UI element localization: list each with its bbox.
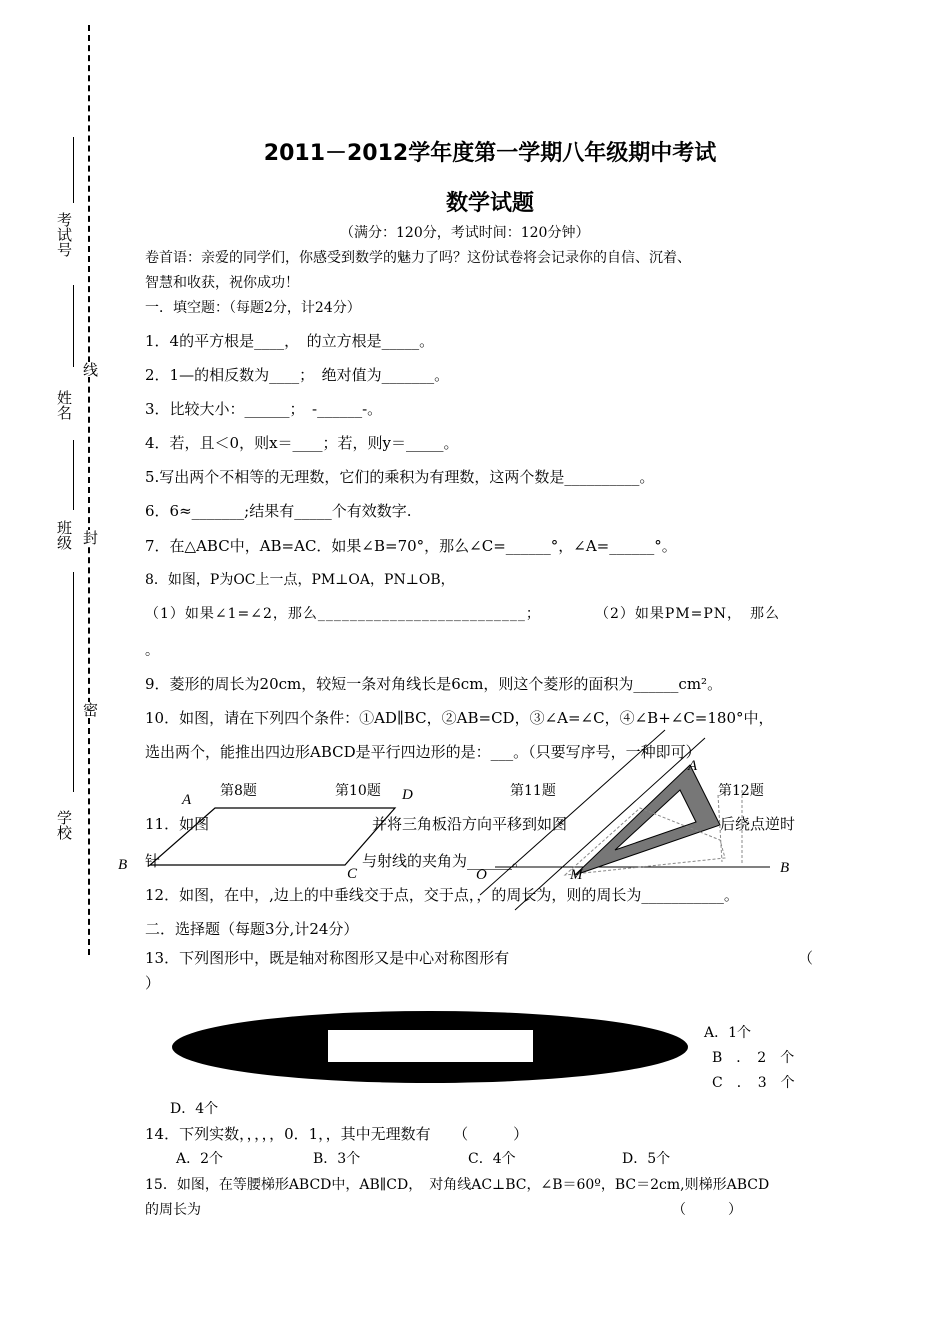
question-10a: 10．如图，请在下列四个条件：①AD∥BC，②AB=CD，③∠A=∠C，④∠B+∠C=180°中， [145,709,774,727]
question-4: 4．若，且＜0，则x＝____；若，则y＝_____。 [145,434,459,452]
question-14: 14．下列实数，，，，，0．1，，其中无理数有 （ ） [145,1125,529,1143]
q13-option-D: D．4个 [170,1101,219,1117]
q13-figure [170,1010,695,1090]
secret-mark: 密 [81,702,99,717]
question-15-paren: （ ） [672,1202,742,1218]
question-11a: 11．如图 [145,815,210,833]
question-5: 5.写出两个不相等的无理数，它们的乘积为有理数，这两个数是__________。 [145,468,655,486]
exam-meta: （满分：120分，考试时间：120分钟） [340,225,590,241]
seal-mark: 封 [81,530,99,545]
class-label: 班级 [55,520,73,550]
preface-line-1: 卷首语：亲爱的同学们，你感受到数学的魅力了吗？这份试卷将会记录你的自信、沉着、 [145,250,691,266]
question-11e: 与射线的夹角为______。 [362,852,528,870]
section2-heading: 二．选择题（每题3分,计24分） [145,920,359,938]
question-13-paren: （ [798,949,814,967]
fig11-caption: 第11题 [510,783,556,799]
label-C: C [347,866,358,882]
question-15a: 15．如图，在等腰梯形ABCD中，AB∥CD， 对角线AC⊥BC，∠B＝60º，BC＝2cm,则梯形ABCD [145,1177,770,1193]
question-11b: 并将三角板沿方向平移到如图 [372,815,568,833]
parallelogram-abcd [150,808,395,865]
label-O: O [476,867,487,883]
label-A2: A [688,758,698,774]
question-12: 12．如图，在中，,边上的中垂线交于点，交于点，，的周长为，则的周长为___________。 [145,886,739,904]
section1-heading: 一．填空题：（每题2分，计24分） [145,300,361,316]
fig8-caption: 第8题 [220,783,257,799]
question-13: 13．下列图形中，既是轴对称图形又是中心对称图形有 [145,949,510,967]
question-10b: 选出两个，能推出四边形ABCD是平行四边形的是：___。（只要写序号，一种即可） [145,743,701,761]
question-13-close: ） [145,974,161,992]
triangle-ruler-edge [718,795,722,862]
q14-option-C: C．4个 [468,1151,516,1167]
question-3: 3．比较大小：______； -______-。 [145,400,383,418]
q14-option-B: B．3个 [313,1151,361,1167]
label-D: D [402,787,413,803]
label-A: A [182,792,192,808]
q13-option-C: C ． 3 个 [712,1075,795,1091]
question-15b: 的周长为 [145,1202,201,1218]
question-9: 9．菱形的周长为20cm，较短一条对角线长是6cm，则这个菱形的面积为______cm²。 [145,675,723,693]
fig12-caption: 第12题 [718,783,764,799]
fig10-caption: 第10题 [335,783,381,799]
question-11c: 后绕点逆时 [720,815,796,833]
question-8-sub1: （1）如果∠1=∠2，那么__________________________； [145,606,541,622]
q14-option-D: D．5个 [622,1151,671,1167]
question-8-sub2: （2）如果PM=PN， 那么 [595,606,781,622]
label-B2: B [780,860,790,876]
label-B: B [118,857,128,873]
question-6: 6．6≈_______;结果有_____个有效数字. [145,502,412,520]
question-1: 1．4的平方根是____， 的立方根是_____。 [145,332,435,350]
line-mark: 线 [81,362,99,377]
q13-option-A: A．1个 [704,1025,752,1041]
exam-title: 2011－2012学年度第一学期八年级期中考试 [263,141,717,166]
label-M: M [570,867,583,883]
q13-option-B: B ． 2 个 [712,1050,795,1066]
exam-no-line-2 [73,285,74,367]
school-label: 学校 [55,810,73,840]
exam-no-label: 考试号 [55,212,73,257]
question-2: 2．1—的相反数为____； 绝对值为_______。 [145,366,450,384]
question-7: 7．在△ABC中，AB=AC．如果∠B=70°，那么∠C=______°，∠A=______°。 [145,537,677,555]
q14-option-A: A．2个 [176,1151,224,1167]
white-rectangle [328,1030,533,1062]
question-11d: 针 [145,852,161,870]
question-8-end: 。 [145,643,159,659]
name-label: 姓名 [55,390,73,420]
question-8: 8．如图，P为OC上一点，PM⊥OA，PN⊥OB， [145,572,455,588]
exam-subtitle: 数学试题 [445,191,534,216]
preface-line-2: 智慧和收获，祝你成功！ [145,275,299,291]
name-line [73,440,74,510]
